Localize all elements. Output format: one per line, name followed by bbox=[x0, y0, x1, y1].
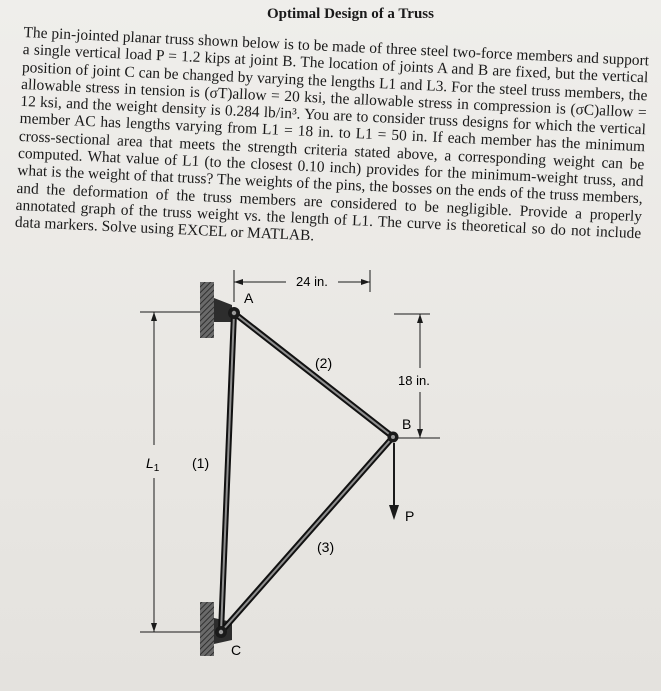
joint-b-label: B bbox=[402, 416, 412, 432]
member-1-label: (1) bbox=[192, 455, 210, 471]
dim-24-arrow-right bbox=[361, 279, 370, 285]
dim-l1-label bbox=[146, 455, 160, 474]
member-1-inner bbox=[221, 313, 234, 632]
joint-b-pin-center bbox=[391, 435, 395, 439]
dim-l1-subscript: 1 bbox=[153, 463, 160, 474]
dim-18-arrow-top bbox=[417, 314, 423, 323]
problem-statement: The pin-jointed planar truss shown below is to be made of three steel two-force members and support a single vertical load P = 1.2 kips at joint B. The location of joints A and B are fixed, but the vertical position of joint C can be changed by varying the lengths L1 and L3. For the steel truss members, the allowable stress in tension is (σT)allow = 20 ksi, the allowable stress in compression is (σC)allow = 12 ksi, and the weight density is 0.284 lb/in³. You are to consider truss designs for which the vertical member AC has lengths varying from L1 = 18 in. to L1 = 50 in. If each member has the minimum cross-sectional area that meets the strength criteria stated above, a corresponding weight can be computed. What value of L1 (to the closest 0.10 inch) provides for the minimum-weight truss, and what is the weight of that truss? The weights of the pins, the bosses on the ends of the truss members, and the deformation of the truss members are considered to be negligible. Provide a properly annotated graph of the truss weight vs. the length of L1. The curve is theoretical so do not include data markers. Solve using EXCEL or MATLAB. bbox=[14, 24, 650, 245]
load-p-label: P bbox=[405, 508, 415, 524]
dim-18-arrow-bottom bbox=[417, 429, 423, 438]
dim-l1-arrow-bottom bbox=[151, 623, 157, 632]
dim-24-arrow-left bbox=[234, 279, 243, 285]
member-2-label: (2) bbox=[315, 355, 333, 371]
dim-l1-arrow-top bbox=[151, 312, 157, 321]
problem-title: Optimal Design of a Truss bbox=[267, 6, 434, 22]
member-3-inner bbox=[221, 437, 393, 632]
joint-a-label: A bbox=[244, 290, 254, 306]
dim-18-label: 18 in. bbox=[398, 373, 430, 388]
load-p-arrowhead bbox=[389, 505, 399, 520]
dim-24-label: 24 in. bbox=[296, 274, 328, 289]
wall-support-a bbox=[200, 282, 214, 338]
member-2-inner bbox=[234, 313, 393, 437]
joint-c-label: C bbox=[231, 642, 242, 658]
dim-l1-letter: L bbox=[146, 455, 154, 471]
member-3-label: (3) bbox=[317, 539, 335, 555]
wall-support-c bbox=[200, 602, 214, 656]
joint-a-pin-center bbox=[232, 311, 236, 315]
truss-figure bbox=[0, 262, 661, 691]
joint-c-pin-center bbox=[219, 630, 223, 634]
